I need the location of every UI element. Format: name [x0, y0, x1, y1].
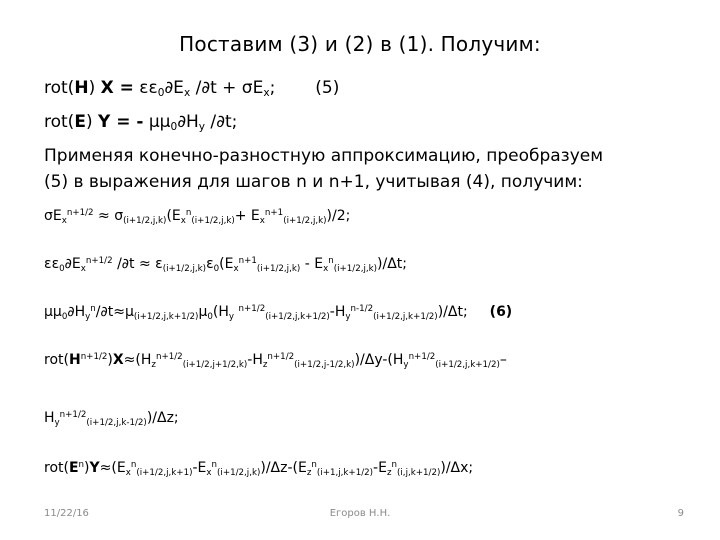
formula-6-line-4: $rot(H^{n+1/2})X\approx(H_z^{n+1/2}_{(i+1/2,j+1/2,k)}-H_z^{n+1/2}_{(i+1/2,j-1/2,k)})/\Delta y-(H_y^{n+1/2}_{(i+1/2,j,k+1/2)}-$: [44, 351, 507, 370]
footer-date: 11/22/16: [44, 508, 89, 519]
formula-6-line-1: $\sigma E_x^{n+1/2} \approx \sigma_{(i+1/2,j,k)}(E_x^n_{(i+1/2,j,k)}+ E_x^{n+1}_{(i+1/2,j,k)})/2$;: [44, 207, 351, 226]
equation-number-6: (6): [489, 304, 513, 320]
footer-page-number: 9: [677, 508, 684, 519]
paragraph-line-2: (5) в выражения для шагов n и n+1, учитывая (4), получим:: [44, 172, 583, 192]
formula-6-line-3: $\mu\mu_0\partial H_y^n/\partial t\approx\mu_{(i+1/2,j,k+1/2)}\mu_0(H_y$ $^{n+1/2}_{(i+1/2,j,k+1/2)}-H_y^{n-1/2}_{(i+1/2,j,k+1/2)})/\Delta t$; (6): [44, 303, 513, 322]
equation-5-line-2: rot(E) Y = - $\mu\mu_0\partial H_y$ /∂t;: [44, 112, 238, 134]
formula-6-line-6: $rot(E^n)Y\approx(E_x^n_{(i+1/2,j,k+1)}-E_x^n_{(i+1/2,j,k)})/\Delta z-(E_z^n_{(i+1,j,k+1/2)}-E_z^n_{(i,j,k+1/2)})/\Delta x$;: [44, 459, 474, 478]
equation-number-5: (5): [315, 78, 340, 98]
footer-author: Егоров Н.Н.: [329, 508, 391, 519]
paragraph-line-1: Применяя конечно-разностную аппроксимацию, преобразуем: [44, 146, 604, 166]
slide-title: Поставим (3) и (2) в (1). Получим:: [179, 32, 541, 56]
formula-6-line-5: $H_y^{n+1/2}_{(i+1/2,j,k-1/2)})/\Delta z$;: [44, 409, 179, 428]
equation-5-line-1: rot(H) $X = \varepsilon\varepsilon_0\partial E_x$ $/\partial t + \sigma E_x$; (5): [44, 78, 340, 100]
formula-6-line-2: $\varepsilon\varepsilon_0\partial E_x^{n+1/2}$ $/\partial t \approx \varepsilon_{(i+1/2,j,k)}\varepsilon_0(E_x^{n+1}_{(i+1/2,j,k)} - E_x^n_{(i+1/2,j,k)})/\Delta t$;: [44, 255, 408, 274]
